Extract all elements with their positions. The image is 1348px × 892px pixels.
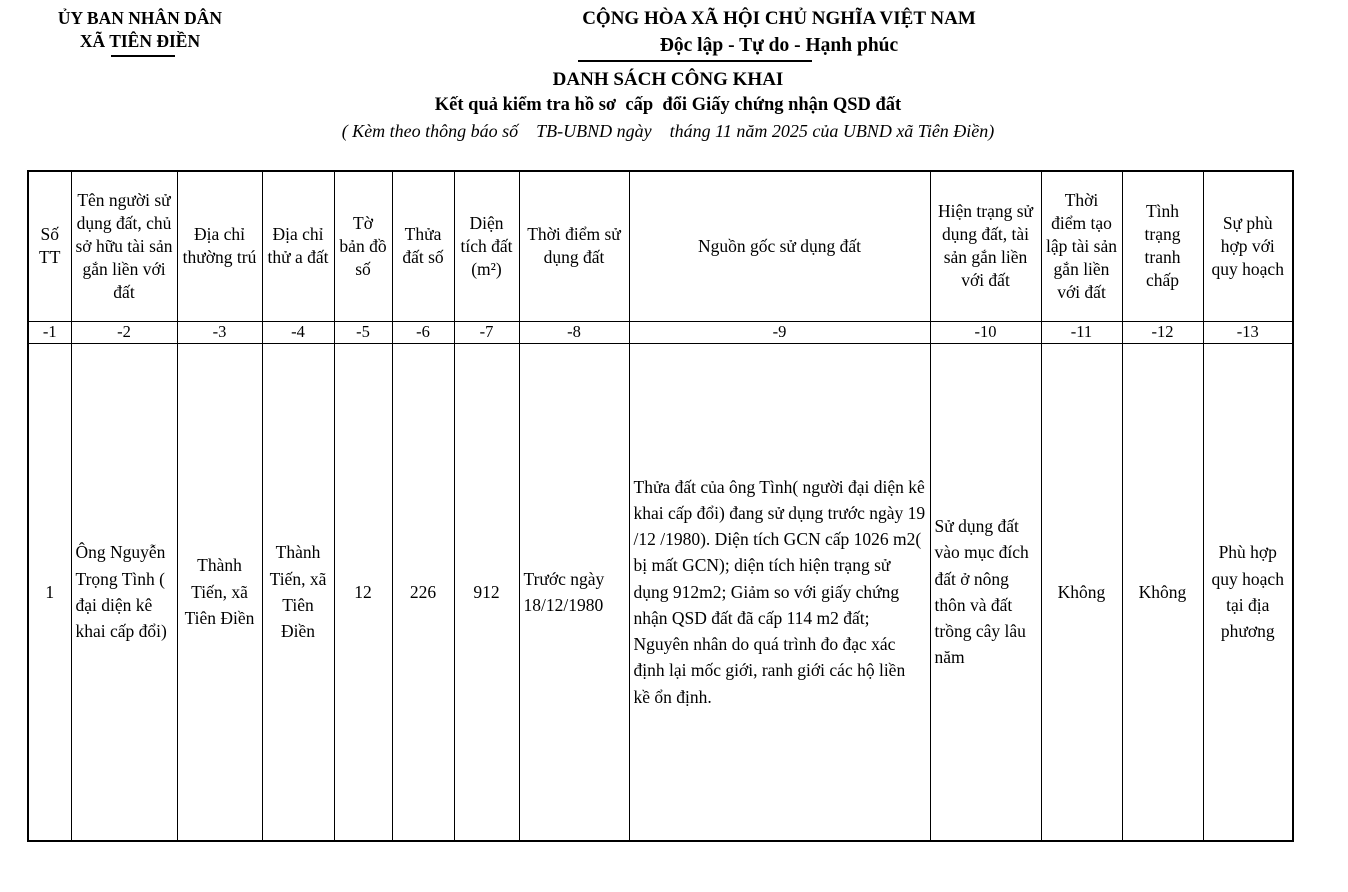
cell-nguon-goc: Thửa đất của ông Tình( người đại diện kê khai cấp đổi) đang sử dụng trước ngày 19 /12 /1980). Diện tích GCN cấp 1026 m2( bị mất GCN); diện tích hiện trạng sử dụng 912m2; Giảm so với giấy chứng nhận QSD đất đã cấp 114 m2 đất; Nguyên nhân do quá trình đo đạc xác định lại mốc giới, ranh giới các hộ liền kề ổn định. <box>629 343 930 841</box>
national-motto <box>549 33 1009 59</box>
cell-so-tt: 1 <box>28 343 71 841</box>
cell-dia-chi-thua-dat: Thành Tiến, xã Tiên Điền <box>262 343 334 841</box>
national-header <box>549 7 1009 59</box>
col-number: -10 <box>930 321 1041 343</box>
col-number: -8 <box>519 321 629 343</box>
col-number: -9 <box>629 321 930 343</box>
col-header-ten-nguoi-su-dung: Tên người sử dụng đất, chủ sở hữu tài sản gắn liền với đất <box>71 171 177 321</box>
col-header-hien-trang: Hiện trạng sử dụng đất, tài sản gắn liền với đất <box>930 171 1041 321</box>
col-number: -7 <box>454 321 519 343</box>
col-number: -11 <box>1041 321 1122 343</box>
cell-tinh-trang-tranh-chap: Không <box>1122 343 1203 841</box>
national-header-line1: CỘNG HÒA XÃ HỘI CHỦ NGHĨA VIỆT NAM <box>582 8 976 29</box>
cell-to-ban-do: 12 <box>334 343 392 841</box>
national-motto-text: Độc lập - Tự do - Hạnh phúc <box>659 35 899 56</box>
table-header-row <box>28 171 1293 321</box>
col-header-tinh-trang-tranh-chap: Tình trạng tranh chấp <box>1122 171 1203 321</box>
government-header <box>0 0 1348 62</box>
col-header-thua-dat-so: Thửa đất số <box>392 171 454 321</box>
cell-su-phu-hop: Phù hợp quy hoạch tại địa phương <box>1203 343 1293 841</box>
cell-thoi-diem-tao-lap: Không <box>1041 343 1122 841</box>
col-header-thoi-diem-su-dung: Thời điểm sử dụng đất <box>519 171 629 321</box>
col-number: -1 <box>28 321 71 343</box>
motto-underline <box>578 60 812 62</box>
commune-header-line2: XÃ TIÊN ĐIỀN <box>79 31 201 51</box>
attachment-note: ( Kèm theo thông báo số TB-UBND ngày tháng 11 năm 2025 của UBND xã Tiên Điền) <box>341 121 995 141</box>
commune-header <box>40 7 240 57</box>
col-number: -5 <box>334 321 392 343</box>
col-number: -3 <box>177 321 262 343</box>
col-header-to-ban-do: Tờ bản đồ số <box>334 171 392 321</box>
col-header-nguon-goc: Nguồn gốc sử dụng đất <box>629 171 930 321</box>
cell-thua-dat-so: 226 <box>392 343 454 841</box>
commune-underline <box>111 53 175 57</box>
cell-thoi-diem-su-dung: Trước ngày 18/12/1980 <box>519 343 629 841</box>
col-number: -13 <box>1203 321 1293 343</box>
col-header-so-tt: Số TT <box>28 171 71 321</box>
col-number: -4 <box>262 321 334 343</box>
col-header-dien-tich: Diện tích đất (m²) <box>454 171 519 321</box>
column-number-row <box>28 321 1293 343</box>
cell-hien-trang: Sử dụng đất vào mục đích đất ở nông thôn và đất trồng cây lâu năm <box>930 343 1041 841</box>
col-header-thoi-diem-tao-lap: Thời điểm tạo lập tài sản gắn liền với đất <box>1041 171 1122 321</box>
col-header-dia-chi-thuong-tru: Địa chỉ thường trú <box>177 171 262 321</box>
col-header-dia-chi-thua-dat: Địa chỉ thử a đất <box>262 171 334 321</box>
title-block <box>0 68 1336 144</box>
col-header-su-phu-hop: Sự phù hợp với quy hoạch <box>1203 171 1293 321</box>
col-number: -12 <box>1122 321 1203 343</box>
col-number: -2 <box>71 321 177 343</box>
table-row <box>28 343 1293 841</box>
page-subtitle: Kết quả kiểm tra hồ sơ cấp đổi Giấy chứng nhận QSD đất <box>434 95 902 115</box>
page-title: DANH SÁCH CÔNG KHAI <box>552 69 784 90</box>
public-list-table <box>27 170 1294 842</box>
cell-dien-tich: 912 <box>454 343 519 841</box>
cell-dia-chi-thuong-tru: Thành Tiến, xã Tiên Điền <box>177 343 262 841</box>
cell-ten-nguoi: Ông Nguyễn Trọng Tình ( đại diện kê khai cấp đổi) <box>71 343 177 841</box>
col-number: -6 <box>392 321 454 343</box>
commune-header-line1: ỦY BAN NHÂN DÂN <box>57 8 223 28</box>
